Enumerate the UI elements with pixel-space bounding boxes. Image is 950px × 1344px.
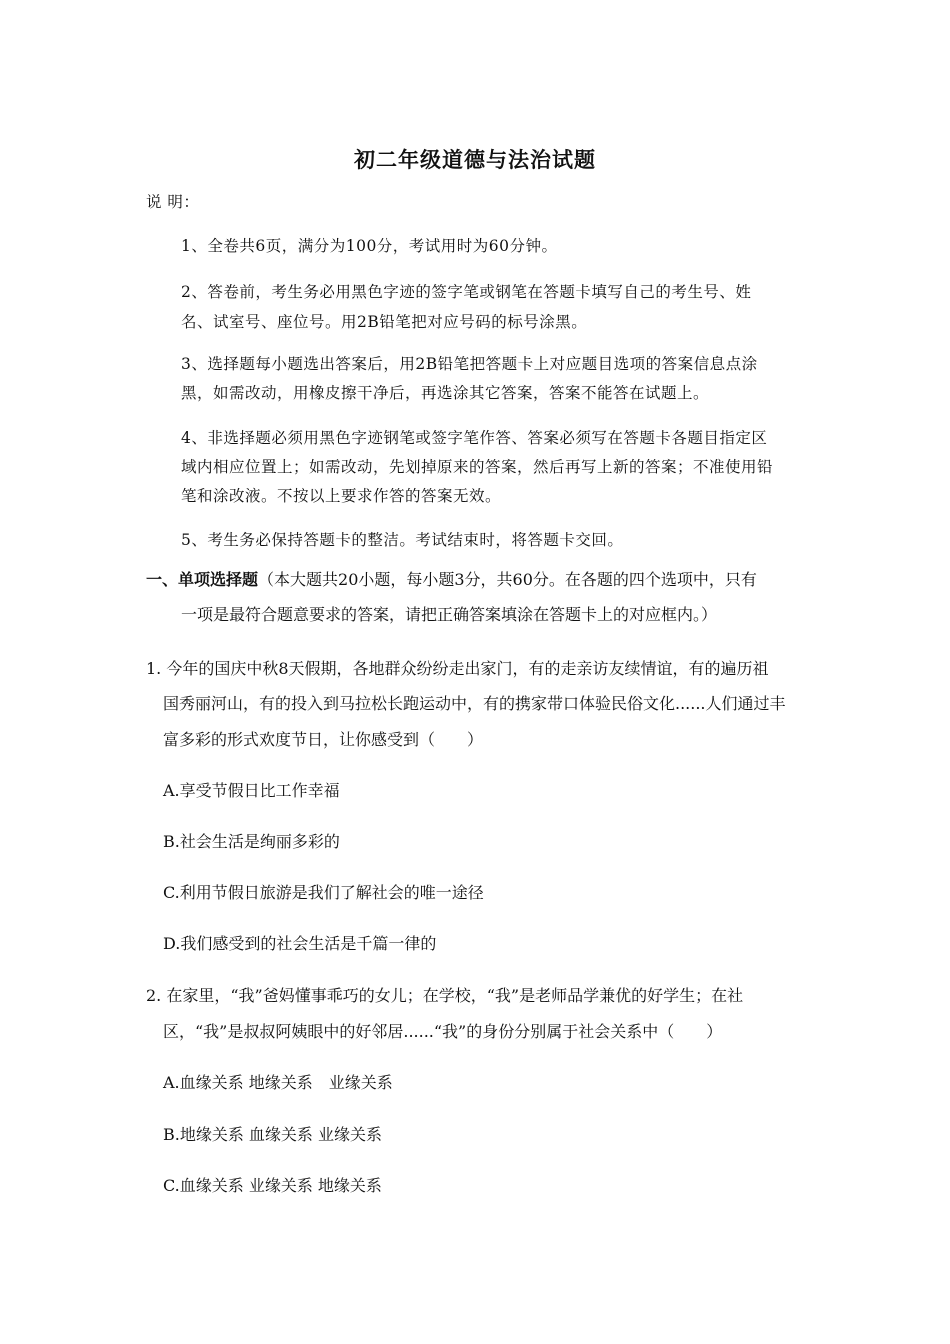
question-1-option-a: A.享受节假日比工作幸福 [163,781,340,800]
question-1-option-d: D.我们感受到的社会生活是千篇一律的 [163,934,437,953]
question-1-option-b: B.社会生活是绚丽多彩的 [163,832,340,851]
section-desc-line-1: （本大题共20小题，每小题3分，共60分。在各题的四个选项中，只有 [258,570,757,589]
instruction-4-line-3: 笔和涂改液。不按以上要求作答的答案无效。 [181,487,502,505]
instruction-1-line-1: 1、全卷共6页，满分为100分，考试用时为60分钟。 [181,237,558,255]
question-2-option-b: B.地缘关系 血缘关系 业缘关系 [163,1125,383,1144]
question-1-stem-line-2: 国秀丽河山，有的投入到马拉松长跑运动中，有的携家带口体验民俗文化......人们通过丰 [163,694,786,713]
instructions-label: 说 明： [146,193,200,211]
section-heading: 一、单项选择题 [146,570,259,589]
instruction-2-line-2: 名、试室号、座位号。用2B铅笔把对应号码的标号涂黑。 [181,313,588,331]
question-1-stem-line-1: 1. 今年的国庆中秋8天假期，各地群众纷纷走出家门，有的走亲访友续情谊，有的遍历祖 [146,659,769,678]
question-1-option-c: C.利用节假日旅游是我们了解社会的唯一途径 [163,883,484,902]
instruction-4-line-1: 4、非选择题必须用黑色字迹钢笔或签字笔作答、答案必须写在答题卡各题目指定区 [181,429,768,447]
question-2-stem-line-1: 2. 在家里，“我”爸妈懂事乖巧的女儿；在学校，“我”是老师品学兼优的好学生；在社 [146,986,744,1005]
instruction-3-line-1: 3、选择题每小题选出答案后，用2B铅笔把答题卡上对应题目选项的答案信息点涂 [181,355,758,373]
instruction-2-line-1: 2、答卷前，考生务必用黑色字迹的签字笔或钢笔在答题卡填写自己的考生号、姓 [181,283,752,301]
section-desc-line-2: 一项是最符合题意要求的答案，请把正确答案填涂在答题卡上的对应框内。） [181,605,718,624]
question-2-option-c: C.血缘关系 业缘关系 地缘关系 [163,1176,382,1195]
question-2-option-a: A.血缘关系 地缘关系 业缘关系 [163,1073,393,1092]
section-header [146,570,757,590]
page-title: 初二年级道德与法治试题 [354,148,596,173]
instruction-3-line-2: 黑，如需改动，用橡皮擦干净后，再选涂其它答案，答案不能答在试题上。 [181,384,710,402]
question-2-stem-line-2: 区，“我”是叔叔阿姨眼中的好邻居......“我”的身份分别属于社会关系中（ ） [163,1022,723,1041]
question-1-stem-line-3: 富多彩的形式欢度节日，让你感受到（ ） [163,730,484,749]
instruction-5-line-1: 5、考生务必保持答题卡的整洁。考试结束时，将答题卡交回。 [181,531,624,549]
instruction-4-line-2: 域内相应位置上；如需改动，先划掉原来的答案，然后再写上新的答案；不准使用铅 [181,458,774,476]
